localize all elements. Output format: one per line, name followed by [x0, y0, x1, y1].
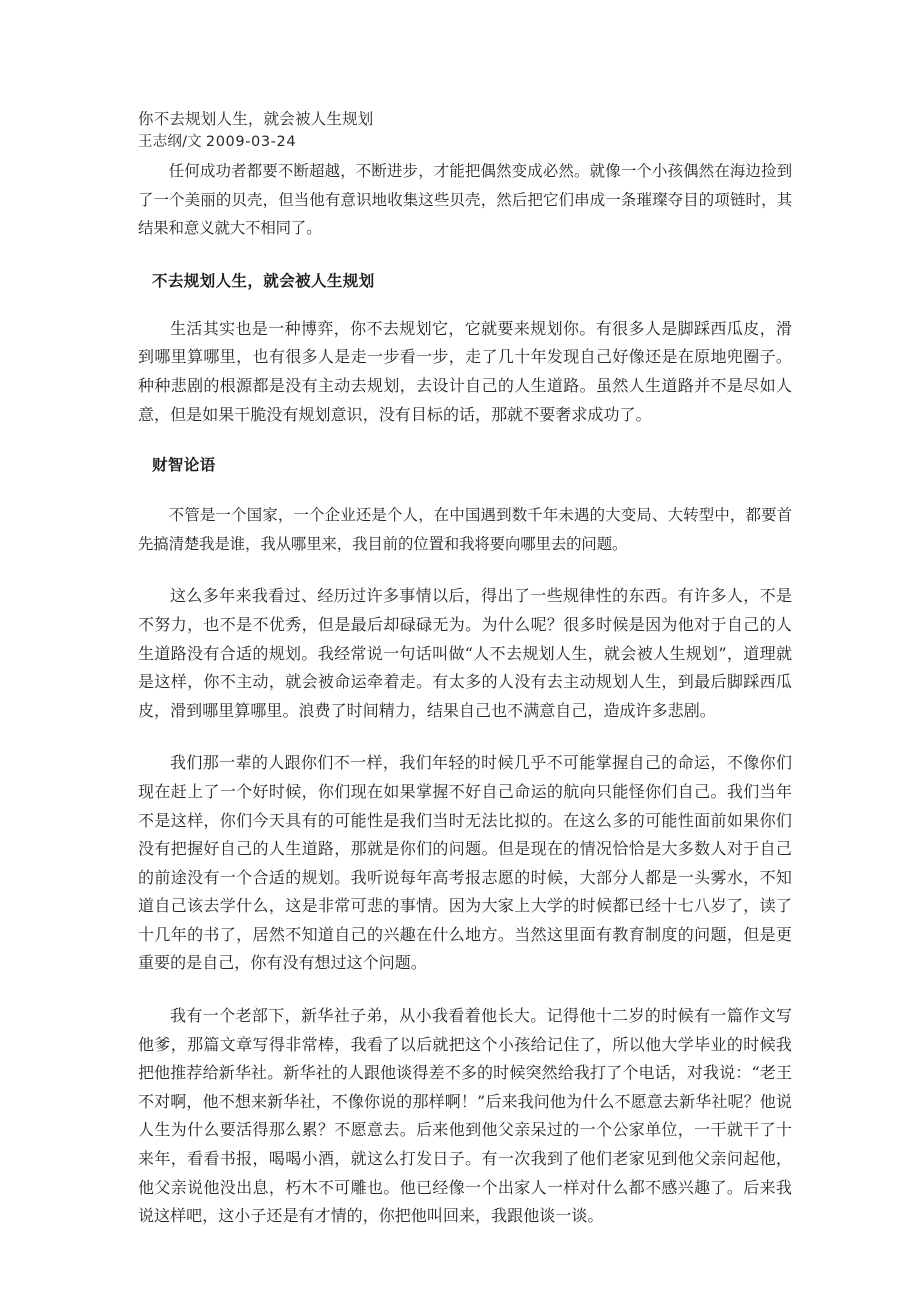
section-heading-1: 不去规划人生，就会被人生规划	[152, 271, 375, 290]
paragraph-4: 我们那一辈的人跟你们不一样，我们年轻的时候几乎不可能掌握自己的命运，不像你们现在赶上了一个好时候，你们现在如果掌握不好自己命运的航向只能怪你们自己。我们当年不是这样，你们今天具有的可能性是我们当时无法比拟的。在这么多的可能性面前如果你们没有把握好自己的人生道路，那就是你们的问题。但是现在的情况恰恰是大多数人对于自己的前途没有一个合适的规划。我听说每年高考报志愿的时候，大部分人都是一头雾水，不知道自己该去学什么，这是非常可悲的事情。因为大家上大学的时候都已经十七八岁了，读了十几年的书了，居然不知道自己的兴趣在什么地方。当然这里面有教育制度的问题，但是更重要的是自己，你有没有想过这个问题。	[138, 753, 792, 973]
byline	[138, 131, 792, 153]
section-heading-2: 财智论语	[152, 456, 216, 475]
paragraph-2: 不管是一个国家，一个企业还是个人，在中国遇到数千年未遇的大变局、大转型中，都要首先搞清楚我是谁，我从哪里来，我目前的位置和我将要向哪里去的问题。	[138, 506, 792, 553]
intro-paragraph: 任何成功者都要不断超越，不断进步，才能把偶然变成必然。就像一个小孩偶然在海边捡到了一个美丽的贝壳，但当他有意识地收集这些贝壳，然后把它们串成一条璀璨夺目的项链时，其结果和意义就大不相同了。	[138, 162, 792, 238]
spacer	[138, 243, 792, 269]
paragraph-3: 这么多年来我看过、经历过许多事情以后，得出了一些规律性的东西。有许多人，不是不努力，也不是不优秀，但是最后却碌碌无为。为什么呢？很多时候是因为他对于自己的人生道路没有合适的规划。我经常说一句话叫做“人不去规划人生，就会被人生规划”，道理就是这样，你不主动，就会被命运牵着走。有太多的人没有去主动规划人生，到最后脚踩西瓜皮，滑到哪里算哪里。浪费了时间精力，结果自己也不满意自己，造成许多悲剧。	[138, 586, 792, 720]
page-title: 你不去规划人生，就会被人生规划	[138, 110, 374, 128]
spacer	[138, 477, 792, 501]
paragraph-1: 生活其实也是一种博弈，你不去规划它，它就要来规划你。有很多人是脚踩西瓜皮，滑到哪里算哪里，也有很多人是走一步看一步，走了几十年发现自己好像还是在原地兜圈子。种种悲剧的根源都是没有主动去规划，去设计自己的人生道路。虽然人生道路并不是尽如人意，但是如果干脆没有规划意识，没有目标的话，那就不要奢求成功了。	[138, 318, 792, 424]
spacer	[138, 978, 792, 1002]
document-content	[138, 108, 792, 1231]
spacer	[138, 293, 792, 315]
byline-date: 2009-03-24	[205, 134, 297, 150]
byline-author: 王志纲/文	[138, 134, 202, 150]
spacer	[138, 725, 792, 749]
spacer	[138, 558, 792, 582]
paragraph-5: 我有一个老部下，新华社子弟，从小我看着他长大。记得他十二岁的时候有一篇作文写他爹，那篇文章写得非常棒，我看了以后就把这个小孩给记住了，所以他大学毕业的时候我把他推荐给新华社。新华社的人跟他谈得差不多的时候突然给我打了个电话，对我说：“老王不对啊，他不想来新华社，不像你说的那样啊！”后来我问他为什么不愿意去新华社呢？他说人生为什么要活得那么累？不愿意去。后来他到他父亲呆过的一个公家单位，一干就干了十来年，看看书报，喝喝小酒，就这么打发日子。有一次我到了他们老家见到他父亲问起他，他父亲说他没出息，朽木不可雕也。他已经像一个出家人一样对什么都不感兴趣了。后来我说这样吧，这小子还是有才情的，你把他叫回来，我跟他谈一谈。	[138, 1006, 792, 1226]
spacer	[138, 429, 792, 453]
